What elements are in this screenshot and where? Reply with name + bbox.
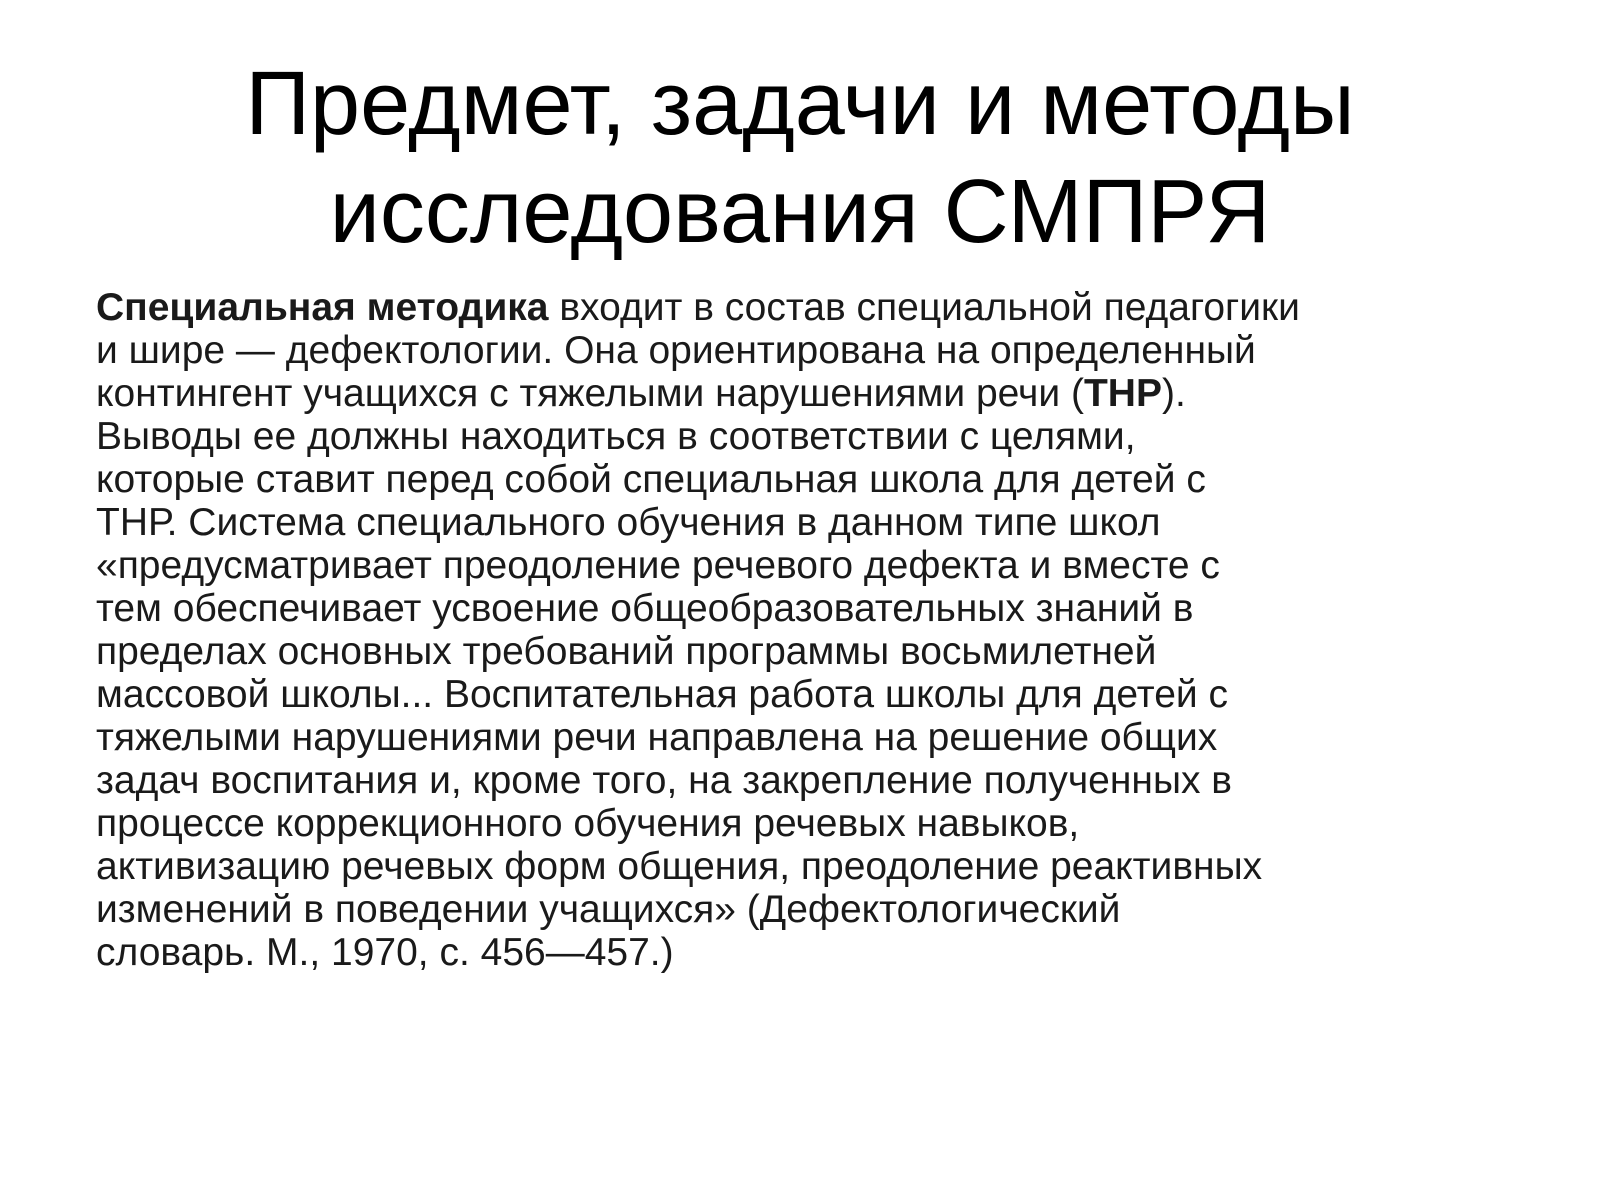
body-line-12: задач воспитания и, кроме того, на закрепление полученных в bbox=[96, 759, 1233, 802]
body-line-2: и шире — дефектологии. Она ориентирована на определенный bbox=[96, 329, 1256, 372]
body-line-14: активизацию речевых форм общения, преодоление реактивных bbox=[96, 845, 1263, 888]
slide-body-paragraph bbox=[96, 286, 1578, 974]
body-line-3 bbox=[96, 372, 1578, 415]
title-line-2: исследования СМПРЯ bbox=[329, 162, 1271, 262]
body-line-4: Выводы ее должны находиться в соответствии с целями, bbox=[96, 415, 1136, 458]
body-line-10: массовой школы... Воспитательная работа школы для детей с bbox=[96, 673, 1229, 716]
body-line-9: пределах основных требований программы восьмилетней bbox=[96, 630, 1157, 673]
body-line-7: «предусматривает преодоление речевого дефекта и вместе с bbox=[96, 544, 1220, 587]
body-line-3-end: ). bbox=[1161, 372, 1186, 415]
body-line-1 bbox=[96, 286, 1578, 329]
title-line-1: Предмет, задачи и методы bbox=[245, 54, 1355, 154]
body-line-11: тяжелыми нарушениями речи направлена на решение общих bbox=[96, 716, 1218, 759]
body-line-1-rest: входит в состав специальной педагогики bbox=[548, 286, 1300, 329]
abbreviation-thr: ТНР bbox=[1083, 372, 1162, 415]
lead-term: Специальная методика bbox=[96, 286, 549, 329]
body-line-3-text: контингент учащихся с тяжелыми нарушениями речи ( bbox=[96, 372, 1084, 415]
body-line-15: изменений в поведении учащихся» (Дефектологический bbox=[96, 888, 1121, 931]
body-line-5: которые ставит перед собой специальная школа для детей с bbox=[96, 458, 1206, 501]
body-line-13: процессе коррекционного обучения речевых навыков, bbox=[96, 802, 1080, 845]
body-line-6: ТНР. Система специального обучения в данном типе школ bbox=[96, 501, 1161, 544]
body-line-8: тем обеспечивает усвоение общеобразовательных знаний в bbox=[96, 587, 1194, 630]
slide-title bbox=[80, 50, 1520, 266]
body-line-16: словарь. М., 1970, с. 456—457.) bbox=[96, 931, 674, 974]
